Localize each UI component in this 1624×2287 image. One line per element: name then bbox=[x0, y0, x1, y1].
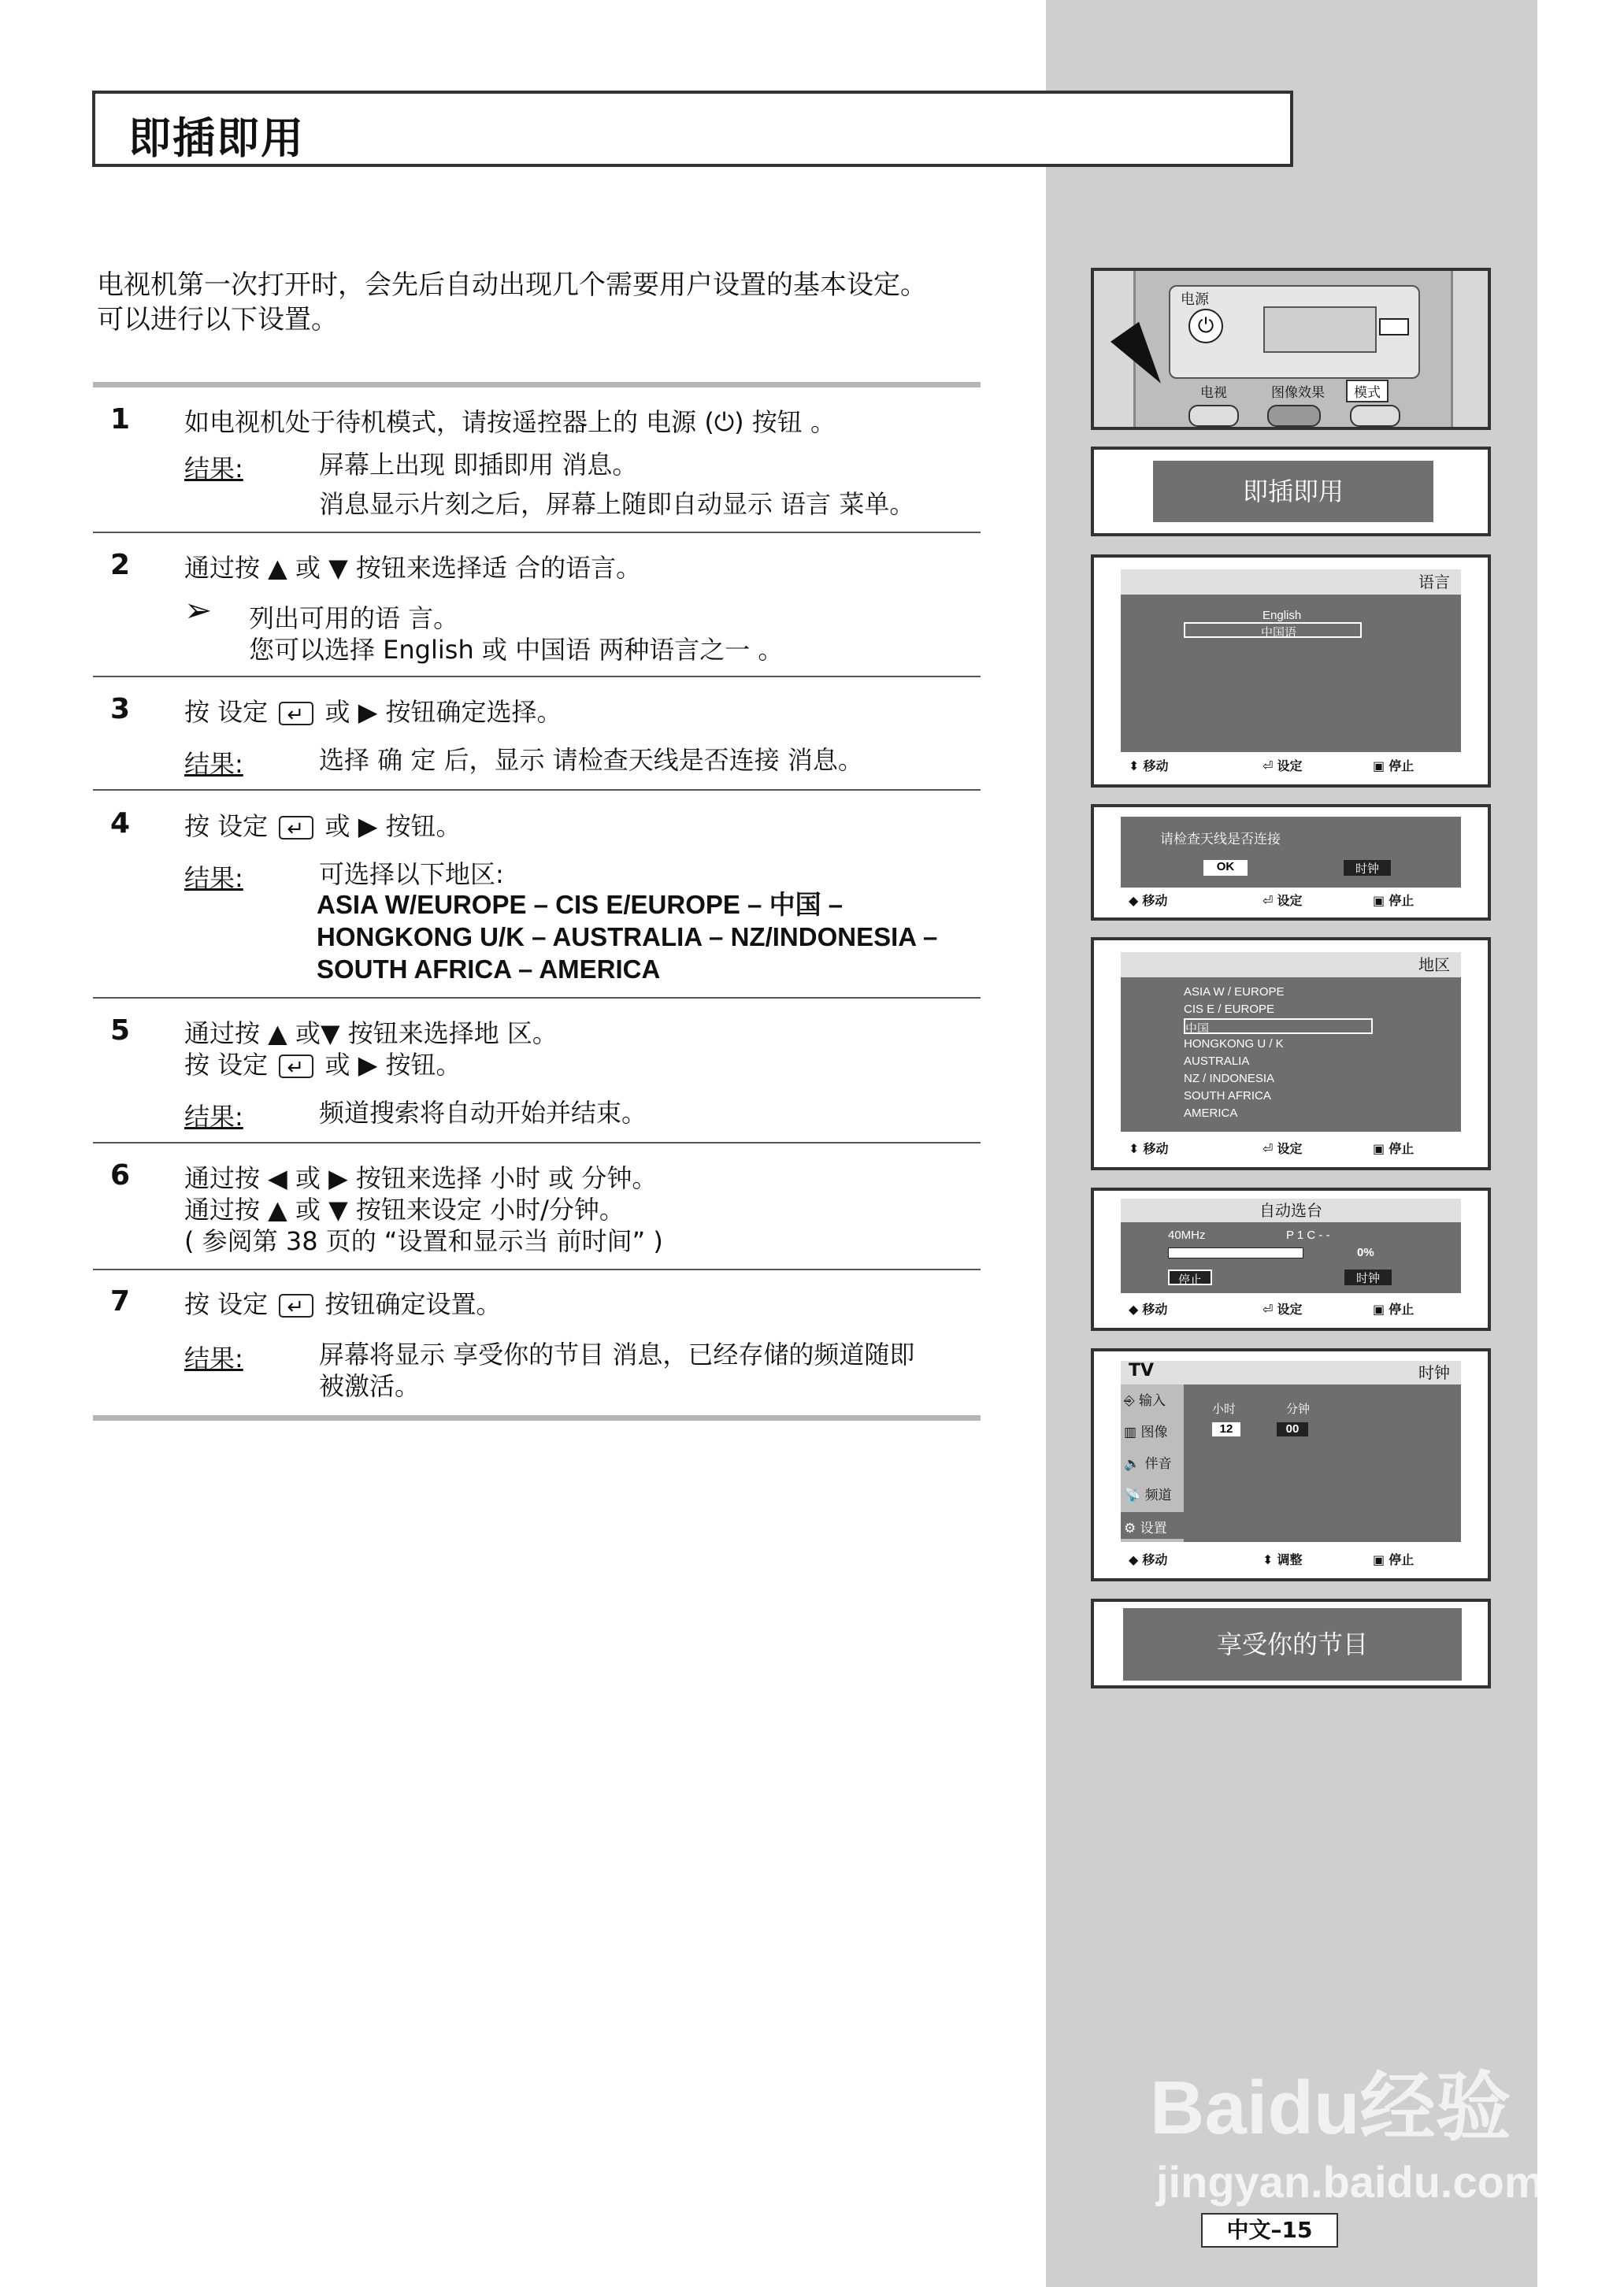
adjust-hint: ⬍ 调整 bbox=[1262, 1552, 1303, 1567]
remote-display bbox=[1263, 306, 1377, 353]
intro-line-2: 可以进行以下设置。 bbox=[97, 304, 338, 335]
clock-screen-title: 时钟 bbox=[1184, 1361, 1461, 1384]
step-1-text: 如电视机处于待机模式，请按遥控器上的 电源 (⏻) 按钮 。 bbox=[184, 407, 836, 437]
step-7-result-1: 屏幕将显示 享受你的节目 消息，已经存储的频道随即 bbox=[319, 1340, 915, 1370]
step-7-text bbox=[184, 1288, 502, 1321]
tv-button[interactable] bbox=[1188, 405, 1239, 427]
progress-bar bbox=[1168, 1247, 1303, 1258]
step-7-text-b: 按钮确定设置。 bbox=[324, 1289, 502, 1319]
mode-button[interactable] bbox=[1350, 405, 1400, 427]
step-4-result-1: 可选择以下地区: bbox=[319, 859, 504, 889]
page-title: 即插即用 bbox=[128, 113, 305, 163]
top-rule bbox=[93, 382, 981, 387]
enter-key-icon bbox=[279, 1055, 313, 1078]
step-7-number: 7 bbox=[110, 1285, 131, 1318]
clock-screen-panel bbox=[1091, 1348, 1491, 1581]
region-list-line-1: ASIA W/EUROPE – CIS E/EUROPE – 中国 – bbox=[317, 890, 844, 919]
program-value: P 1 C - - bbox=[1286, 1229, 1330, 1242]
progress-percent: 0% bbox=[1357, 1246, 1374, 1259]
step-3-result-1: 选择 确 定 后，显示 请检查天线是否连接 消息。 bbox=[319, 745, 863, 775]
step-5-text-2 bbox=[184, 1048, 462, 1081]
step-6-number: 6 bbox=[110, 1159, 131, 1192]
clock-menu-sidebar bbox=[1121, 1384, 1184, 1542]
menu-item-setup[interactable]: ⚙ 设置 bbox=[1121, 1512, 1184, 1539]
step-6-text-2: 通过按 ▲ 或 ▼ 按钮来设定 小时/分钟。 bbox=[184, 1195, 625, 1225]
stop-hint: ▣ 停止 bbox=[1373, 1141, 1415, 1156]
step-4-text-b: 或 ▶ 按钮。 bbox=[324, 811, 462, 841]
plug-and-play-banner: 即插即用 bbox=[1153, 461, 1433, 522]
region-screen-panel bbox=[1091, 937, 1491, 1170]
set-hint: ⏎ 设定 bbox=[1262, 1302, 1303, 1317]
autostore-title: 自动选台 bbox=[1121, 1199, 1461, 1222]
picture-button-label: 图像效果 bbox=[1271, 385, 1325, 401]
region-option-selected[interactable]: 中国 bbox=[1184, 1018, 1373, 1034]
language-screen bbox=[1121, 595, 1461, 752]
step-5-text-2b: 或 ▶ 按钮。 bbox=[324, 1050, 462, 1080]
power-label: 电源 bbox=[1181, 291, 1209, 308]
step-divider bbox=[93, 1269, 981, 1270]
language-option-chinese[interactable]: 中国语 bbox=[1184, 622, 1362, 638]
page-number: 中文–15 bbox=[1201, 2213, 1338, 2248]
bottom-rule bbox=[93, 1415, 981, 1421]
move-hint: ◆ 移动 bbox=[1129, 1552, 1168, 1567]
hour-label: 小时 bbox=[1212, 1403, 1237, 1416]
stop-hint: ▣ 停止 bbox=[1373, 1302, 1415, 1317]
language-option-english[interactable]: English bbox=[1262, 609, 1302, 622]
step-divider bbox=[93, 532, 981, 533]
set-hint: ⏎ 设定 bbox=[1262, 1141, 1303, 1156]
ok-button[interactable]: OK bbox=[1203, 860, 1248, 876]
step-3-result-label: 结果: bbox=[184, 749, 243, 779]
step-5-text-1: 通过按 ▲ 或▼ 按钮来选择地 区。 bbox=[184, 1018, 558, 1048]
step-5-result-label: 结果: bbox=[184, 1102, 243, 1132]
enjoy-panel bbox=[1091, 1599, 1491, 1688]
region-screen-title: 地区 bbox=[1121, 952, 1461, 977]
tv-label: TV bbox=[1121, 1361, 1184, 1384]
step-divider bbox=[93, 789, 981, 791]
input-icon: ⎆ bbox=[1124, 1393, 1135, 1409]
tv-button-label: 电视 bbox=[1200, 385, 1227, 401]
step-6-text-1: 通过按 ◀ 或 ▶ 按钮来选择 小时 或 分钟。 bbox=[184, 1163, 658, 1193]
frequency-value: 40MHz bbox=[1168, 1229, 1206, 1242]
move-hint: ◆ 移动 bbox=[1129, 1302, 1168, 1317]
step-divider bbox=[93, 1142, 981, 1144]
clock-button[interactable]: 时钟 bbox=[1344, 860, 1391, 876]
stop-hint: ▣ 停止 bbox=[1373, 1552, 1415, 1567]
set-hint: ⏎ 设定 bbox=[1262, 758, 1303, 773]
enjoy-banner: 享受你的节目 bbox=[1123, 1608, 1462, 1681]
region-option[interactable]: HONGKONG U / K bbox=[1184, 1037, 1284, 1051]
menu-item-channel[interactable]: 📡 频道 bbox=[1124, 1488, 1172, 1503]
minute-label: 分钟 bbox=[1286, 1403, 1311, 1416]
step-divider bbox=[93, 997, 981, 999]
antenna-screen-panel bbox=[1091, 804, 1491, 921]
step-3-text bbox=[184, 695, 562, 728]
note-arrow-icon: ➢ bbox=[184, 591, 213, 629]
move-hint: ◆ 移动 bbox=[1129, 893, 1168, 908]
stop-hint: ▣ 停止 bbox=[1373, 758, 1415, 773]
picture-button[interactable] bbox=[1267, 405, 1321, 427]
region-screen bbox=[1121, 977, 1461, 1132]
remote-illustration bbox=[1091, 268, 1491, 430]
move-hint: ⬍ 移动 bbox=[1129, 758, 1169, 773]
autostore-screen bbox=[1121, 1222, 1461, 1293]
menu-item-sound[interactable]: 🔈 伴音 bbox=[1124, 1456, 1172, 1472]
step-1-number: 1 bbox=[110, 403, 131, 436]
antenna-message: 请检查天线是否连接 bbox=[1160, 832, 1281, 847]
baidu-watermark-logo: Baidu经验 bbox=[1150, 2066, 1511, 2150]
region-list-line-3: SOUTH AFRICA – AMERICA bbox=[317, 954, 661, 984]
set-hint: ⏎ 设定 bbox=[1262, 893, 1303, 908]
antenna-screen bbox=[1121, 817, 1461, 888]
step-7-result-label: 结果: bbox=[184, 1344, 243, 1373]
step-divider bbox=[93, 676, 981, 677]
stop-button[interactable]: 停止 bbox=[1168, 1270, 1212, 1285]
setup-icon: ⚙ bbox=[1124, 1521, 1136, 1536]
baidu-watermark-url: jingyan.baidu.com bbox=[1156, 2157, 1544, 2207]
picture-icon: ▥ bbox=[1124, 1425, 1137, 1440]
autostore-screen-panel bbox=[1091, 1188, 1491, 1331]
step-2-note-1: 列出可用的语 言。 bbox=[249, 603, 459, 633]
region-option[interactable]: CIS E / EUROPE bbox=[1184, 1003, 1275, 1016]
step-3-text-b: 或 ▶ 按钮确定选择。 bbox=[324, 697, 562, 727]
stop-hint: ▣ 停止 bbox=[1373, 893, 1415, 908]
enter-key-icon bbox=[279, 702, 313, 725]
step-4-text-a: 按 设定 bbox=[184, 811, 269, 841]
minute-field[interactable]: 00 bbox=[1277, 1422, 1308, 1436]
language-screen-title: 语言 bbox=[1121, 569, 1461, 595]
move-hint: ⬍ 移动 bbox=[1129, 1141, 1169, 1156]
enter-key-icon bbox=[279, 816, 313, 840]
step-1-result-label: 结果: bbox=[184, 454, 243, 484]
power-button-icon[interactable]: ⏻ bbox=[1188, 309, 1223, 343]
step-4-text bbox=[184, 810, 462, 843]
step-2-text: 通过按 ▲ 或 ▼ 按钮来选择适 合的语言。 bbox=[184, 553, 642, 583]
region-option[interactable]: AUSTRALIA bbox=[1184, 1055, 1250, 1068]
clock-screen bbox=[1184, 1384, 1461, 1542]
step-1-result-1: 屏幕上出现 即插即用 消息。 bbox=[319, 450, 638, 480]
step-5-text-2a: 按 设定 bbox=[184, 1050, 269, 1080]
region-option[interactable]: AMERICA bbox=[1184, 1106, 1238, 1120]
step-4-result-label: 结果: bbox=[184, 863, 243, 893]
step-5-number: 5 bbox=[110, 1014, 131, 1047]
step-7-result-2: 被激活。 bbox=[319, 1371, 421, 1401]
step-3-number: 3 bbox=[110, 693, 131, 725]
intro-text bbox=[97, 268, 995, 337]
battery-icon bbox=[1379, 318, 1409, 335]
language-screen-panel bbox=[1091, 554, 1491, 788]
menu-item-picture[interactable]: ▥ 图像 bbox=[1124, 1425, 1168, 1440]
step-2-note-2: 您可以选择 English 或 中国语 两种语言之一 。 bbox=[249, 635, 784, 665]
page-title-box bbox=[92, 91, 1293, 167]
antenna-icon: 📡 bbox=[1124, 1488, 1141, 1503]
step-6-text-3: ( 参阅第 38 页的 “设置和显示当 前时间” ) bbox=[184, 1226, 663, 1256]
step-4-number: 4 bbox=[110, 807, 131, 840]
region-option[interactable]: NZ / INDONESIA bbox=[1184, 1072, 1275, 1085]
region-option[interactable]: ASIA W / EUROPE bbox=[1184, 985, 1285, 999]
menu-item-input[interactable]: ⎆ 输入 bbox=[1124, 1393, 1166, 1409]
region-option[interactable]: SOUTH AFRICA bbox=[1184, 1089, 1271, 1103]
mode-button-label: 模式 bbox=[1346, 380, 1389, 402]
clock-button[interactable]: 时钟 bbox=[1344, 1270, 1392, 1285]
step-2-number: 2 bbox=[110, 549, 131, 581]
region-list-line-2: HONGKONG U/K – AUSTRALIA – NZ/INDONESIA – bbox=[317, 922, 938, 951]
speaker-icon: 🔈 bbox=[1124, 1456, 1141, 1472]
intro-line-1: 电视机第一次打开时，会先后自动出现几个需要用户设置的基本设定。 bbox=[97, 269, 927, 301]
hour-field[interactable]: 12 bbox=[1212, 1422, 1240, 1436]
step-7-text-a: 按 设定 bbox=[184, 1289, 269, 1319]
step-5-result-1: 频道搜索将自动开始并结束。 bbox=[319, 1098, 647, 1128]
plug-and-play-panel bbox=[1091, 447, 1491, 536]
step-3-text-a: 按 设定 bbox=[184, 697, 269, 727]
step-1-result-2: 消息显示片刻之后，屏幕上随即自动显示 语言 菜单。 bbox=[319, 489, 915, 519]
enter-key-icon bbox=[279, 1294, 313, 1318]
